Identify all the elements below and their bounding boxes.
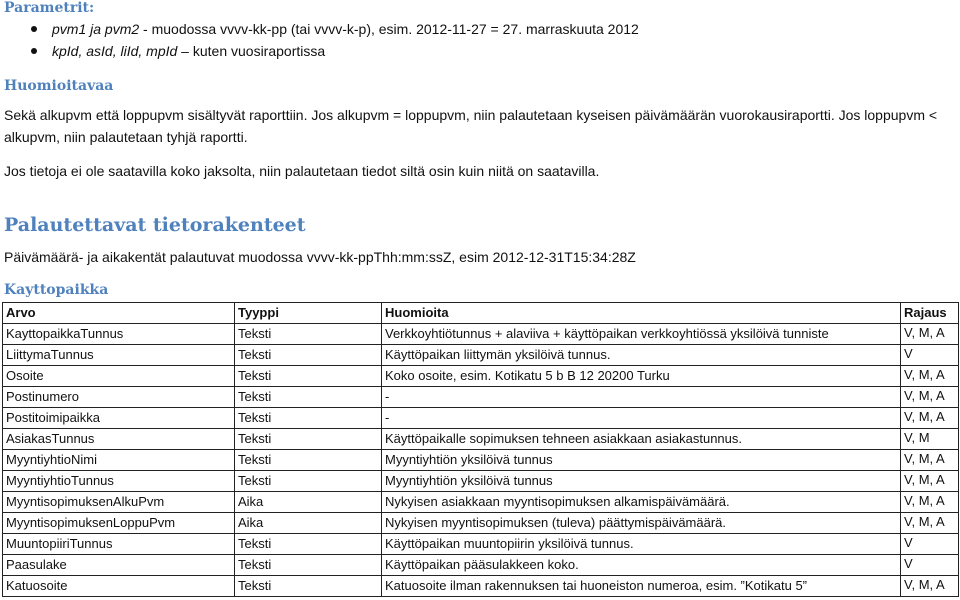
tyyppi-cell: Teksti <box>235 324 382 345</box>
arvo-cell: LiittymaTunnus <box>3 345 235 366</box>
rajaus-cell: V, M, A <box>901 513 959 534</box>
bullet-icon <box>31 26 37 32</box>
palautettavat-heading: Palautettavat tietorakenteet <box>4 214 306 236</box>
date-format-note: Päivämäärä- ja aikakentät palautuvat muodossa vvvv-kk-ppThh:mm:ssZ, esim 2012-12-31T15:34:28Z <box>4 249 636 265</box>
tyyppi-cell: Teksti <box>235 576 382 597</box>
table-row <box>3 534 959 555</box>
arvo-cell: Postinumero <box>3 387 235 408</box>
huomioita-cell: - <box>382 408 901 429</box>
rajaus-cell: V, M, A <box>901 324 959 345</box>
parameter-name: kpId, asId, liId, mpId <box>52 43 178 59</box>
tyyppi-cell: Teksti <box>235 408 382 429</box>
tyyppi-cell: Teksti <box>235 555 382 576</box>
huomioita-cell: Myyntiyhtiön yksilöivä tunnus <box>382 450 901 471</box>
arvo-cell: Katuosoite <box>3 576 235 597</box>
rajaus-cell: V <box>901 534 959 555</box>
huomioita-cell: Käyttöpaikan muuntopiirin yksilöivä tunnus. <box>382 534 901 555</box>
huomioita-cell: Nykyisen asiakkaan myyntisopimuksen alkamispäivämäärä. <box>382 492 901 513</box>
tyyppi-cell: Teksti <box>235 429 382 450</box>
rajaus-cell: V, M, A <box>901 576 959 597</box>
parameter-name: pvm1 ja pvm2 <box>52 21 140 37</box>
arvo-cell: Postitoimipaikka <box>3 408 235 429</box>
huomioitavaa-heading: Huomioitavaa <box>4 78 114 94</box>
table-row <box>3 366 959 387</box>
huomioita-cell: Katuosoite ilman rakennuksen tai huoneiston numeroa, esim. ”Kotikatu 5” <box>382 576 901 597</box>
table-row <box>3 387 959 408</box>
header-huomioita: Huomioita <box>382 303 901 324</box>
parameter-item <box>0 40 639 62</box>
tyyppi-cell: Teksti <box>235 471 382 492</box>
huomioita-cell: Myyntiyhtiön yksilöivä tunnus <box>382 471 901 492</box>
huomioita-cell: Nykyisen myyntisopimuksen (tuleva) päättymispäivämäärä. <box>382 513 901 534</box>
arvo-cell: MyyntisopimuksenAlkuPvm <box>3 492 235 513</box>
arvo-cell: Paasulake <box>3 555 235 576</box>
rajaus-cell: V, M <box>901 429 959 450</box>
huomioita-cell: Verkkoyhtiötunnus + alaviiva + käyttöpaikan verkkoyhtiössä yksilöivä tunniste <box>382 324 901 345</box>
arvo-cell: MuuntopiiriTunnus <box>3 534 235 555</box>
table-row <box>3 324 959 345</box>
date-range-note: Sekä alkupvm että loppupvm sisältyvät raporttiin. Jos alkupvm = loppupvm, niin palautetaan kyseisen päivämäärän vuorokausiraportti. Jos loppupvm < alkupvm, niin palautetaan tyhjä raportti. <box>4 107 938 145</box>
parameter-list <box>0 18 639 62</box>
table-row <box>3 576 959 597</box>
huomioita-cell: - <box>382 387 901 408</box>
header-tyyppi: Tyyppi <box>235 303 382 324</box>
table-row <box>3 429 959 450</box>
huomioita-cell: Käyttöpaikan liittymän yksilöivä tunnus. <box>382 345 901 366</box>
arvo-cell: MyyntisopimuksenLoppuPvm <box>3 513 235 534</box>
rajaus-cell: V <box>901 345 959 366</box>
table-row <box>3 471 959 492</box>
tyyppi-cell: Teksti <box>235 345 382 366</box>
rajaus-cell: V, M, A <box>901 450 959 471</box>
table-header-row <box>3 303 959 324</box>
table-row <box>3 492 959 513</box>
kayttopaikka-heading: Kayttopaikka <box>4 282 109 298</box>
tyyppi-cell: Teksti <box>235 534 382 555</box>
arvo-cell: KayttopaikkaTunnus <box>3 324 235 345</box>
rajaus-cell: V, M, A <box>901 366 959 387</box>
header-arvo: Arvo <box>3 303 235 324</box>
table-row <box>3 513 959 534</box>
parameter-description: - muodossa vvvv-kk-pp (tai vvvv-k-p), esim. 2012-11-27 = 27. marraskuuta 2012 <box>139 21 639 37</box>
huomioita-cell: Käyttöpaikalle sopimuksen tehneen asiakkaan asiakastunnus. <box>382 429 901 450</box>
bullet-icon <box>31 48 37 54</box>
arvo-cell: MyyntiyhtioTunnus <box>3 471 235 492</box>
table-row <box>3 450 959 471</box>
kayttopaikka-table <box>2 302 959 597</box>
rajaus-cell: V, M, A <box>901 408 959 429</box>
huomioita-cell: Käyttöpaikan pääsulakkeen koko. <box>382 555 901 576</box>
table-row <box>3 408 959 429</box>
rajaus-cell: V, M, A <box>901 387 959 408</box>
rajaus-cell: V <box>901 555 959 576</box>
availability-note: Jos tietoja ei ole saatavilla koko jaksolta, niin palautetaan tiedot siltä osin kuin niitä on saatavilla. <box>4 163 600 179</box>
arvo-cell: MyyntiyhtioNimi <box>3 450 235 471</box>
table-row <box>3 555 959 576</box>
rajaus-cell: V, M, A <box>901 471 959 492</box>
tyyppi-cell: Aika <box>235 513 382 534</box>
header-rajaus: Rajaus <box>901 303 959 324</box>
tyyppi-cell: Aika <box>235 492 382 513</box>
table-row <box>3 345 959 366</box>
tyyppi-cell: Teksti <box>235 366 382 387</box>
arvo-cell: Osoite <box>3 366 235 387</box>
tyyppi-cell: Teksti <box>235 387 382 408</box>
tyyppi-cell: Teksti <box>235 450 382 471</box>
huomioita-cell: Koko osoite, esim. Kotikatu 5 b B 12 20200 Turku <box>382 366 901 387</box>
parametrit-heading: Parametrit: <box>4 0 95 16</box>
parameter-item <box>0 18 639 40</box>
arvo-cell: AsiakasTunnus <box>3 429 235 450</box>
rajaus-cell: V, M, A <box>901 492 959 513</box>
parameter-description: – kuten vuosiraportissa <box>177 43 326 59</box>
